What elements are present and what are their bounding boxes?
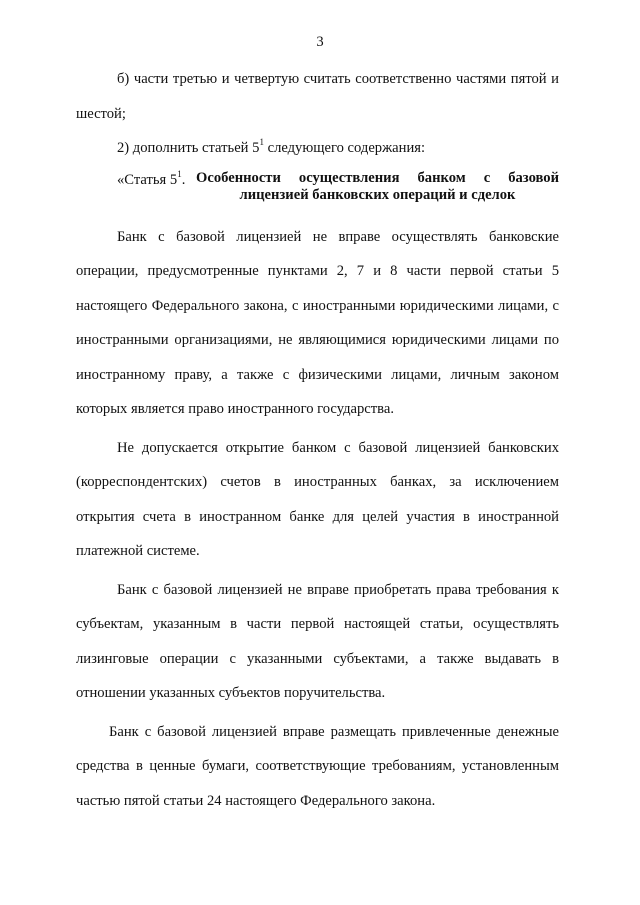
article-label [76,170,196,204]
paragraph-4: Банк с базовой лицензией вправе размещать привлеченные денежные средства в ценные бумаги, соответствующие требованиям, установленным частью пятой статьи 24 настоящего Федерального закона. [76,723,559,809]
superscript: 1 [259,137,264,147]
article-label-text: «Статья 5 [117,171,178,188]
intro-line-b-cont: шестой; [76,105,126,122]
paragraph-3: Банк с базовой лицензией не вправе приобретать права требования к субъектам, указанным в части первой настоящей статьи, осуществлять лизинговые операции с указанными субъектами, а также выдавать в отношении указанных субъектов поручительства. [76,581,559,701]
intro-line-2-text: 2) дополнить статьей 5 [117,140,260,156]
paragraph-2: Не допускается открытие банком с базовой лицензией банковских (корреспондентских) счетов в иностранных банках, за исключением открытия счета в иностранном банке для целей участия в иностранной платежной системе. [76,439,559,559]
intro-line-2-tail: следующего содержания: [263,140,426,156]
article-title: Особенности осуществления банком с базовой лицензией банковских операций и сделок [196,169,559,203]
page-number: 3 [316,34,324,50]
article-label-dot: . [181,171,186,188]
intro-line-b: б) части третью и четвертую считать соответственно частями пятой и [117,71,559,87]
article-superscript: 1 [177,168,182,179]
document-body [76,62,559,818]
article-heading [76,170,559,204]
paragraph-1: Банк с базовой лицензией не вправе осуществлять банковские операции, предусмотренные пунктами 2, 7 и 8 части первой статьи 5 настоящего Федерального закона, с иностранными юридическими лицами, с иностранными организациями, не являющимися юридическими лицами по иностранному праву, а также с физическими лицами, личным законом которых является право иностранного государства. [76,228,559,417]
intro-line-2 [76,131,559,166]
